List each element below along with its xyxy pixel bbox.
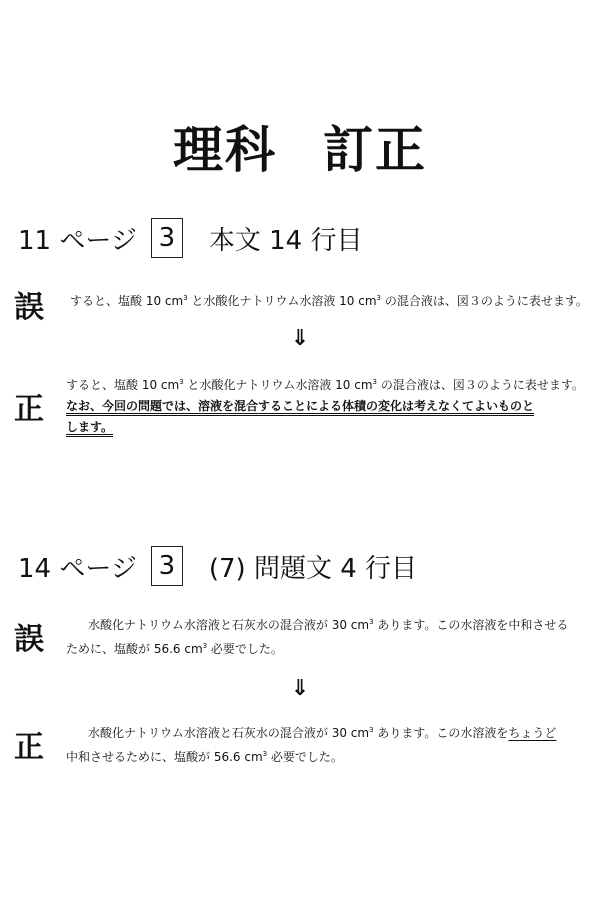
page-title <box>0 110 600 182</box>
down-arrow-icon: ⇓ <box>290 326 310 351</box>
wrong-text-part: ために、塩酸が 56.6 cm <box>66 642 203 656</box>
section-1-correct-label: 正 <box>14 392 44 427</box>
wrong-text-part: あります。この水溶液を中和させる <box>373 618 569 632</box>
correct-text-part: と水酸化ナトリウム水溶液 10 cm <box>183 378 373 392</box>
correct-text-part: 水酸化ナトリウム水溶液と石灰水の混合液が 30 cm <box>88 726 370 740</box>
section-2-wrong-text <box>66 612 591 660</box>
superscript: 3 <box>183 294 188 302</box>
wrong-text-part: の混合液は、図３のように表せます。 <box>381 294 588 308</box>
wrong-line <box>66 636 591 660</box>
section-2-heading <box>18 546 417 586</box>
correct-text-part: 中和させるために、塩酸が 56.6 cm <box>66 750 263 764</box>
superscript: 3 <box>262 750 268 758</box>
section-2-correct-text <box>66 720 591 768</box>
section-2-box-number: 3 <box>151 546 183 586</box>
section-1-location: 本文 14 行目 <box>208 225 363 256</box>
correct-line <box>66 720 591 744</box>
added-text: します。 <box>66 420 114 434</box>
correct-line <box>66 744 591 768</box>
section-1-wrong-label: 誤 <box>14 290 44 325</box>
correct-text-part: あります。この水溶液を <box>373 726 509 740</box>
section-2-wrong-label: 誤 <box>14 622 44 657</box>
superscript: 3 <box>202 642 208 650</box>
wrong-text-part: と水酸化ナトリウム水溶液 10 cm <box>187 294 377 308</box>
correct-added-line <box>66 417 591 438</box>
added-text: なお、今回の問題では、溶液を混合することによる体積の変化は考えなくてよいものと <box>66 399 535 413</box>
section-2-page: 14 ページ <box>18 553 137 584</box>
correct-added-line <box>66 396 591 417</box>
section-1-page: 11 ページ <box>18 225 137 256</box>
underlined-insert: ちょうど <box>508 726 557 740</box>
superscript: 3 <box>376 294 382 302</box>
title-subject: 理科 <box>173 121 277 179</box>
correct-text-part: 必要でした。 <box>267 750 343 764</box>
wrong-text-part: すると、塩酸 10 cm <box>70 294 184 308</box>
superscript: 3 <box>179 378 184 386</box>
section-1-box-number: 3 <box>151 218 183 258</box>
wrong-text-part: 必要でした。 <box>207 642 283 656</box>
correct-line <box>66 372 591 396</box>
section-2-correct-label: 正 <box>14 730 44 765</box>
wrong-text-part: 水酸化ナトリウム水溶液と石灰水の混合液が 30 cm <box>88 618 370 632</box>
section-1-correct-text <box>66 372 591 438</box>
down-arrow-icon: ⇓ <box>290 676 310 701</box>
correct-text-part: すると、塩酸 10 cm <box>66 378 180 392</box>
superscript: 3 <box>372 378 378 386</box>
section-2-location: (7) 問題文 4 行目 <box>208 553 418 584</box>
superscript: 3 <box>369 726 374 734</box>
title-correction: 訂正 <box>323 121 427 179</box>
section-1-heading <box>18 218 362 258</box>
section-1-wrong-text <box>70 288 590 312</box>
wrong-line <box>66 612 591 636</box>
superscript: 3 <box>369 618 374 626</box>
correct-text-part: の混合液は、図３のように表せます。 <box>377 378 584 392</box>
